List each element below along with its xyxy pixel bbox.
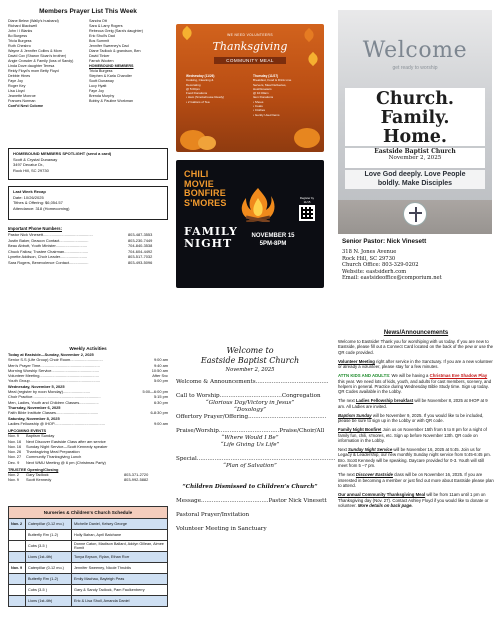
activity-name: Men, Ladies, Youth and Children Classes..................	[8, 399, 99, 405]
city-line: Rock Hill, SC 29730	[342, 255, 396, 262]
worship-item: Call to Worship...................................Congregation	[176, 393, 321, 399]
homebound-name: Faye Joy	[89, 89, 104, 93]
event-name: Next Discover Eastside Class after am service	[26, 438, 106, 444]
last-week-recap	[8, 186, 168, 220]
welcome-tagline: get ready to worship	[392, 65, 438, 71]
nursery-title: Nurseries & Children's Church Schedule	[9, 507, 168, 519]
nursery-date	[9, 585, 26, 596]
nursery-room: Lions (1st-4th)	[26, 596, 72, 607]
smores-line: S'MORES	[184, 197, 227, 208]
welcome-heading: Welcome	[362, 38, 468, 63]
nursery-room: Cubs (3-5 )	[26, 585, 72, 596]
activity-time: 9:40 am	[153, 362, 168, 368]
worship-item	[176, 519, 324, 526]
prayer-name: Jennifer Sweeney's Dad	[89, 44, 129, 48]
weekly-title: Weekly Activities	[69, 346, 107, 351]
trustee-heading: TRUSTEE Opening/Closing	[8, 466, 59, 472]
website[interactable]: Website: eastsiderh.com	[342, 268, 407, 275]
worship-item: Welcome & Announcements.........................................	[176, 379, 329, 385]
community-meal-label: COMMUNITY MEAL	[214, 57, 286, 64]
contact-name: Beau Abbott, Youth Minister.............................	[8, 243, 87, 249]
nursery-row	[9, 541, 168, 552]
event-name: Thanksgiving Meal Preparation	[26, 449, 80, 455]
upcoming-event	[8, 460, 168, 465]
news-ladies-fellowship: The next Ladies Fellowship breakfast will be November 8, 2025 at IHOP at 9 am. All Ladies are invited.	[338, 398, 488, 409]
cover-date-band	[345, 148, 485, 168]
nursery-room: Butterfly Rm (1-2)	[26, 530, 72, 541]
activity-time: After Svc	[152, 373, 168, 379]
children-dismissed: “Children Dismissed to Children’s Church”	[182, 484, 318, 490]
homebound-spotlight	[8, 148, 168, 180]
activity-time: 5:00—6:00 pm	[142, 389, 168, 395]
contact-phone: 803-493-5096	[128, 259, 153, 265]
email[interactable]: Email: eastsideoffice@comporium.net	[342, 275, 442, 282]
flyer-line: • Gently Used Items	[253, 112, 280, 117]
phone-row	[8, 260, 168, 266]
welcome-to: Welcome to	[226, 346, 274, 355]
trustee-date: Nov. 2	[8, 472, 19, 478]
thanksgiving-title: Thanksgiving	[212, 40, 288, 53]
nursery-date	[9, 596, 26, 607]
nursery-date	[9, 552, 26, 563]
register-note	[298, 196, 316, 221]
prayer-list-title: Members Prayer List This Week	[39, 8, 137, 15]
leaf-icon	[306, 52, 320, 66]
trustee-phone: 803-371-2720	[124, 472, 149, 478]
phone-numbers	[8, 226, 168, 266]
homebound-name: Brenda Murphy	[89, 94, 115, 98]
prayer-name: Bos Summit	[89, 39, 109, 43]
thursday-heading: Thursday, November 6, 2025	[8, 404, 61, 410]
bonfire-icon	[238, 186, 278, 222]
thursday-heading: Thursday (11/27)	[253, 74, 279, 78]
prayer-name: Bo Burgess	[8, 34, 28, 38]
volunteer-banner: WE NEED VOLUNTEERS	[227, 33, 273, 37]
activity-time: 6:30 pm	[153, 399, 168, 405]
trustee-name: Gary Tadlock	[26, 472, 49, 478]
prayer-name: Eric Shull's Dad	[89, 34, 115, 38]
prayer-name: Debbie Hines	[8, 74, 31, 78]
worship-item: Volunteer Meeting in Sanctuary	[176, 526, 267, 532]
activity-time: 5:00 pm	[153, 378, 168, 384]
mission-statement	[345, 170, 485, 189]
contact-name: Justin Baker, Deacon Contact...........................	[8, 237, 89, 243]
flyer-line: • Shoes	[253, 99, 264, 104]
prayer-name: Linda Dove daughter Teresa	[8, 64, 55, 68]
church-title: Eastside Baptist Church	[200, 356, 300, 365]
prayer-name: Roger Key	[8, 84, 26, 88]
family-night-flyer	[176, 160, 324, 288]
homebound-heading: HOMEBOUND MEMBERS	[89, 64, 134, 68]
news-thanksgiving-meal: Our annual Community Thanksgiving Meal will be from 11am until 1 pm on Thanksgiving day (Nov. 27). Contact Ashley Floyd if you would like to donate or volunteer. More details on back page.	[338, 492, 489, 508]
service-date: November 2, 2025	[225, 367, 275, 373]
prayer-name: Farrah Wooten	[89, 59, 114, 63]
prayer-name: John / I Blanks	[8, 29, 33, 33]
nursery-volunteers: Holly Bahan, April Batchane	[72, 530, 168, 541]
event-name: Next WMU Meeting @ 6 pm (Christmas Party)	[26, 459, 106, 465]
thursday-info	[253, 74, 314, 117]
contact-phone: 704-840-3538	[128, 243, 153, 249]
worship-item: Message......................................Pastor Nick Vinesett	[176, 498, 327, 504]
church-office-phone: Church Office: 803-329-0202	[342, 262, 419, 269]
nursery-volunteers: Michelle Daniel, Kelsey George	[72, 519, 168, 530]
spotlight-line: 3497 Decatur Dr.,	[13, 162, 45, 168]
home-word: Home.	[383, 127, 447, 147]
nursery-room: Caterpillar (0-12 mo.)	[26, 519, 72, 530]
activity-name: Youth Group.................................................................	[8, 378, 100, 384]
prayer-column-2	[89, 19, 168, 109]
worship-item	[176, 491, 324, 498]
activity-name: Choir Practice...............................................................	[8, 394, 101, 400]
recap-attendance: Attendance: 318 (Homecoming)	[13, 205, 70, 211]
today-heading: Today at Eastside—Sunday, November 2, 2025	[8, 352, 94, 357]
order-of-worship	[176, 346, 336, 533]
activity-name: Ladies Fellowship @ IHOP...............................................	[8, 420, 105, 426]
prayer-column-1	[8, 19, 87, 109]
activity-row	[8, 410, 168, 415]
spotlight-line: Scott & Crystal Dunaway	[13, 157, 58, 162]
family-night-date	[238, 233, 308, 248]
nursery-volunteers: Donne Caton, Madison Ballard, Addyn Gillean, Aimee Romit	[72, 541, 168, 552]
flyer-line: Cooking, Cleaning &	[186, 78, 214, 83]
bulletin-cover	[338, 10, 492, 234]
prayer-list	[8, 8, 168, 140]
nursery-row	[9, 563, 168, 574]
news-shadow-play: ATTN KIDS AND ADULTS: We will be having a Christmas Eve Shadow Play this year. We need lots of kids, youth, and adults for cast members, scenery, and helpers in general. Practice during Wednesday Bible Study time. Sign up today. QR Codes available in the Lobby.	[338, 373, 492, 395]
church-word: Church.	[375, 89, 455, 109]
nursery-volunteers: Emily Machau, Bayleigh Peas	[72, 574, 168, 585]
worship-song: “Where Would I Be”	[221, 435, 279, 441]
prayer-name: Sandra Ott	[89, 19, 107, 23]
prayer-name: Rebecca Greig (Sara's daughter)	[89, 29, 143, 33]
night-word: NIGHT	[184, 237, 233, 250]
flyer-line: Food Donations	[186, 91, 208, 96]
activity-time: 9:00 am	[153, 357, 168, 363]
flyer-line: @ 10:00am	[253, 91, 269, 96]
trustee-name: Scott Kennedy	[26, 477, 52, 483]
nursery-date: Nov. 9	[9, 563, 26, 574]
nursery-row	[9, 519, 168, 530]
nursery-date	[9, 574, 26, 585]
flyer-line: Host/Greeters	[253, 86, 272, 91]
contact-phone: 704-604-4492	[128, 248, 153, 254]
activity-name: Faith Bible Institute Classes.......................................	[8, 410, 99, 416]
pumpkin-icon	[294, 128, 320, 148]
family-night-title	[184, 226, 238, 250]
phone-numbers-heading: Important Phone Numbers:	[8, 226, 62, 231]
wednesday-heading: Wednesday, November 5, 2025	[8, 383, 65, 389]
nursery-date	[9, 530, 26, 541]
worship-item: Special..............................................................................	[176, 456, 336, 462]
event-date: Nov. 9	[8, 433, 19, 439]
prayer-name: Reidy Floyd's mom Betty Floyd	[8, 69, 59, 73]
prayer-name: David Cox (Sharon Sloan's brother)	[8, 54, 67, 58]
flyer-line: Item Donations	[253, 95, 274, 100]
nursery-row	[9, 530, 168, 541]
cover-date: November 2, 2025	[388, 155, 442, 161]
contact-phone: 803-517-7032	[128, 254, 153, 260]
trustee-phone: 803-992-5882	[124, 477, 149, 483]
worship-item	[176, 477, 324, 484]
bonfire-line: BONFIRE	[184, 188, 226, 198]
event-name: Sunday Night Service—Scott Kennedy speaker	[26, 443, 108, 449]
wednesday-info	[186, 74, 247, 117]
homebound-name: Stephen & Karla Chandler	[89, 74, 132, 78]
nursery-volunteers: Gary & Sandy Tadlock, Pam Faulkenberry	[72, 585, 168, 596]
worship-item: Offertory Prayer/Offering............................................	[176, 414, 327, 420]
prayer-name: Sara & Larry Rogers	[89, 24, 123, 28]
news-sunday-night: Next Sunday Night Service will be November 16, 2025 at 5:45. Join us for Legacy & Leadership, our new monthly Sunday night service from 5:45-6:45 pm. Bro. Scott Kennedy will be speaking. Daycare provided for 0-3. Youth will still meet from 5 –7 pm.	[338, 447, 491, 469]
worship-item	[176, 386, 324, 393]
contact-name: Chuck Fallow, Trustee Chairman......................	[8, 248, 89, 254]
activity-time: 6-8:30 pm	[150, 410, 168, 416]
church-name: Eastside Baptist Church	[374, 148, 456, 155]
news-discover-eastside: The next Discover Eastside class will be on November 16, 2025. If you are interested in becoming a member or just find out more about Eastside please plan to attend.	[338, 472, 494, 489]
wednesday-heading: Wednesday (11/26)	[186, 74, 215, 78]
nursery-row	[9, 585, 168, 596]
news-volunteer: Volunteer Meeting right after service in the Sanctuary. If you are a new volunteer or already a volunteer, please stay for a few minutes.	[338, 358, 493, 370]
contact-phone: 803-487-3553	[128, 232, 153, 237]
nursery-row	[9, 552, 168, 563]
worship-item	[176, 449, 324, 456]
homebound-name: Tricia Burgess	[89, 69, 113, 73]
nursery-schedule	[8, 506, 168, 607]
activity-name: Meal (register by noon Monday).........................	[8, 389, 90, 395]
senior-pastor: Senior Pastor: Nick Vinesett	[342, 238, 427, 245]
trustee-row	[8, 477, 168, 482]
activity-time: 10:50 am	[151, 367, 168, 373]
event-date: Nov. 16	[8, 443, 22, 449]
pastor-info	[342, 238, 494, 282]
pumpkin-icon	[198, 136, 216, 150]
worship-item	[176, 470, 324, 477]
chili-line: CHILI	[184, 169, 209, 179]
homebound-name: Lucy Hyatt	[89, 84, 107, 88]
event-date: Dec. 9	[8, 459, 20, 465]
worship-item: Pastoral Prayer/Invitation	[176, 512, 250, 518]
event-date: Nov. 26	[8, 449, 22, 455]
weekly-activities	[8, 346, 168, 483]
news-announcements	[338, 330, 494, 512]
prayer-name: Tricia Burgess	[8, 39, 32, 43]
prayer-name: Richard Blackwell	[8, 24, 38, 28]
family-word: Family.	[380, 108, 450, 128]
event-name: Community Thanksgiving Lunch	[26, 454, 82, 460]
recap-date: Date: 10/26/2025	[13, 195, 44, 200]
contact-name: Pastor Nick Vinesett..............................................	[8, 232, 93, 237]
activity-time: 5:15 pm	[153, 394, 168, 400]
flyer-line: Servers, Meal Deliveries,	[253, 82, 287, 87]
event-date: Nov. 16	[8, 438, 22, 444]
nursery-date	[9, 541, 26, 552]
chili-title	[184, 170, 227, 208]
worship-item	[176, 421, 324, 428]
family-word: FAMILY	[184, 225, 238, 238]
prayer-name: Lisa Lloyd	[8, 89, 25, 93]
worship-song: “Life Giving Us Life”	[220, 442, 280, 448]
activity-row	[8, 378, 168, 383]
prayer-name: Ruth Chesbro	[8, 44, 31, 48]
church-family-home	[345, 88, 485, 146]
nursery-row	[9, 574, 168, 585]
worship-song: “Doxology”	[234, 407, 266, 413]
prayer-name: Wayne & Jennifer Collins & Mom	[8, 49, 62, 53]
news-baptism: Baptism Sunday will be November 9, 2025. If you would like to be included, please be sure to sign up in the Lobby or with QR code.	[338, 412, 484, 424]
nursery-volunteers: Eric & Lisa Sholl, Amanda Daniel	[72, 596, 168, 607]
flyer-line: @ 5:00pm	[186, 86, 200, 91]
flyer-line: Decorating	[186, 82, 201, 87]
activity-name: Men's Prayer Time.......................................................	[8, 362, 100, 368]
nursery-room: Caterpillar (0-12 mo.)	[26, 563, 72, 574]
homebound-name: Scott Dunaway	[89, 79, 114, 83]
spotlight-line: Rock Hill, SC 29730	[13, 167, 49, 173]
contact-name: Lynette Addison, Choir Leader.........................	[8, 254, 88, 260]
qr-code[interactable]	[299, 205, 315, 221]
event-name: Baptism Sunday	[26, 433, 55, 439]
nursery-row	[9, 596, 168, 607]
news-welcome: Welcome to Eastside! Thank you for worshiping with us today. If you are new to Eastside, please fill out a Connect Card located on the back of the pew or use the QR code provided.	[338, 339, 494, 355]
homebound-name: Bobby & Pauline Workman	[89, 99, 133, 103]
register-text: Register by 11/15	[299, 196, 315, 204]
nursery-volunteers: Tonya Bryson, Rylan, Ethan Rorr	[72, 552, 168, 563]
flyer-line: Breakfast, Food & Drink Line	[253, 78, 292, 83]
flyer-line: • Ham (Smokehouse Ready)	[186, 95, 225, 100]
contact-phone: 803-230-7449	[128, 237, 153, 243]
movie-line: MOVIE	[184, 178, 215, 189]
mission-line: Love God deeply. Love People	[364, 171, 466, 178]
nursery-room: Butterfly Rm (1-2)	[26, 574, 72, 585]
trustee-date: Nov. 9	[8, 477, 19, 483]
nursery-date: Nov. 2	[9, 519, 26, 530]
flyer-line: • Coats	[253, 104, 263, 109]
event-time: 5PM-8PM	[259, 240, 287, 247]
nursery-room: Lions (1st-4th)	[26, 552, 72, 563]
contact-name: Sara Rogers, Benevolence Contact..................	[8, 259, 89, 265]
news-heading: News/Announcements	[383, 330, 449, 336]
event-date: Nov. 27	[8, 454, 22, 460]
thanksgiving-flyer	[176, 24, 324, 152]
spotlight-heading: HOMEBOUND MEMBERS SPOTLIGHT (send a card)	[13, 151, 112, 156]
activity-row	[8, 421, 168, 426]
prayer-name: Angie Crowder & Family (loss of Sandy)	[8, 59, 74, 63]
mission-line: boldly. Make Disciples	[377, 179, 453, 187]
activity-name: Morning Worship Service............................................	[8, 367, 99, 373]
recap-tithes: Tithes & Offering: $6,054.57	[13, 200, 63, 206]
flyer-line: • Clothes	[253, 108, 266, 113]
prayer-name: Diane Tadlock & grandson, Ben	[89, 49, 141, 53]
saturday-heading: Saturday, November 8, 2025	[8, 415, 60, 421]
worship-item	[176, 505, 324, 512]
address-line: 318 N. Jones Avenue	[342, 249, 397, 255]
prayer-name: Faye Joy	[8, 79, 23, 83]
nursery-room: Cubs (3-5 )	[26, 541, 72, 552]
church-logo-icon	[403, 202, 427, 226]
nursery-volunteers: Jennifer Sweeney, Nicole Thrublis	[72, 563, 168, 574]
activity-time: 9:00 am	[153, 420, 168, 426]
worship-song: “Glorious Day/Victory in Jesus”	[205, 400, 295, 406]
prayer-name: David Tinker	[89, 54, 110, 58]
prayer-name: Diane Belew (Wally's husband)	[8, 19, 59, 23]
event-date: NOVEMBER 15	[251, 233, 295, 239]
prayer-name: Jeanette Monroe	[8, 94, 36, 98]
upcoming-events-heading: UPCOMING EVENTS	[8, 427, 47, 433]
prayer-name: Conf'd Nest Colome	[8, 104, 44, 108]
activity-name: Senior S.S (Life Group) Choir Room..............................	[8, 357, 103, 363]
worship-song: “Plan of Salvation”	[223, 463, 277, 469]
news-bonfire: Family Night Bonfire! Join us on November 15th from 5 to 8 pm for a night of family fun, chili, s'mores, etc. Sign up before November 13th. QR code on information in the Lobby.	[338, 427, 487, 444]
worship-item: Praise/Worship..................................Praise/Choir/All	[176, 428, 325, 434]
recap-heading: Last Week Recap	[13, 189, 46, 194]
flyer-line: • 2 Gallons of Tea	[186, 99, 210, 104]
prayer-name: Frances Norman	[8, 99, 36, 103]
activity-name: Volunteer Meeting.......................................................	[8, 373, 99, 379]
